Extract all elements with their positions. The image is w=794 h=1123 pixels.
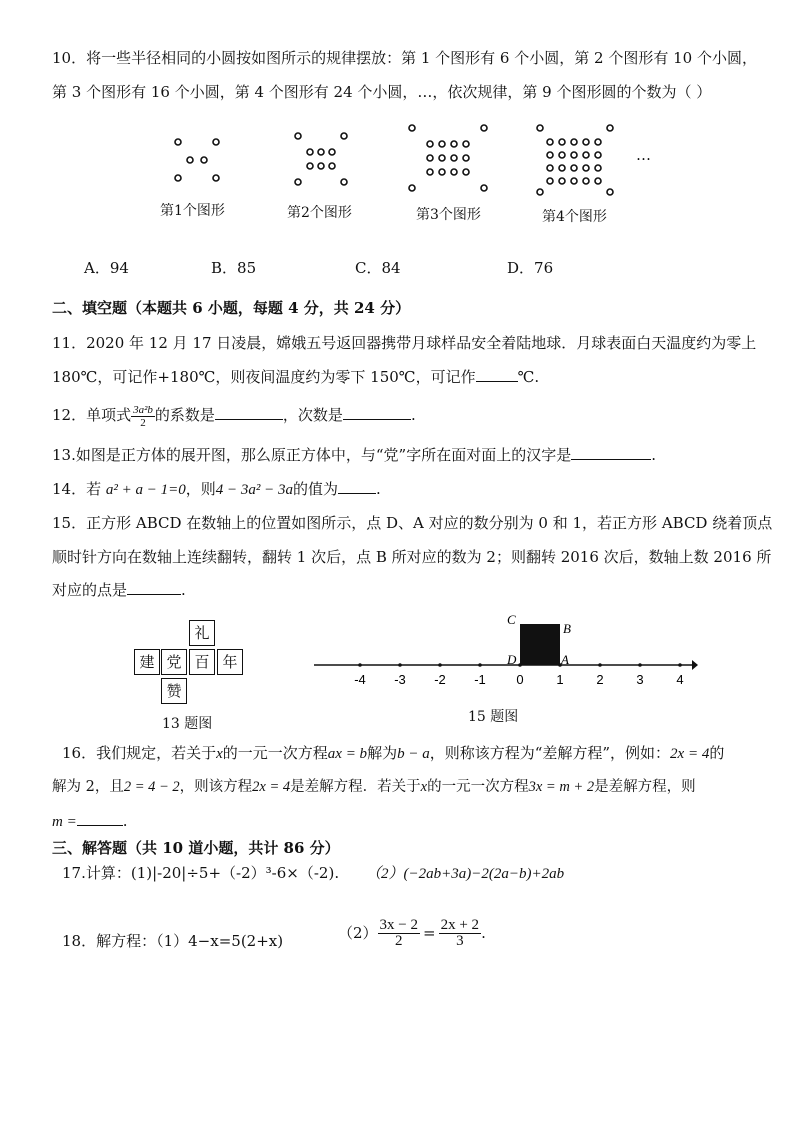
q16-m: m = — [52, 814, 77, 830]
net-cell-nian: 年 — [217, 649, 243, 675]
tick-label: -4 — [354, 672, 366, 687]
q18-lhs-den: 2 — [395, 933, 403, 949]
q18-rhs-den: 3 — [456, 933, 464, 949]
q18-part2 — [338, 918, 486, 949]
q16-end: . — [122, 812, 128, 830]
q16-l1c: 解为 — [367, 744, 398, 762]
option-b: B．85 — [211, 259, 257, 277]
number-line-arrow — [692, 660, 698, 670]
q18-equals: = — [423, 924, 436, 942]
q16-l1b: 的一元一次方程 — [222, 744, 328, 762]
figure-label-4: 第4个图形 — [542, 209, 607, 225]
q16-eq2: b − a — [397, 746, 430, 762]
q14-post: 的值为 — [293, 480, 339, 498]
q16-l1a: 16．我们规定，若关于 — [62, 744, 217, 762]
q14-expr2: 4 − 3a² − 3a — [215, 482, 294, 498]
q16-eq5: 2x = 4 — [252, 779, 291, 795]
tick-mark — [438, 663, 442, 667]
q10-line1: 10．将一些半径相同的小圆按如图所示的规律摆放：第 1 个图形有 6 个小圆，第 2 个图形有 10 个小圆， — [52, 49, 757, 67]
tick-label: -2 — [434, 672, 446, 687]
figure-label-3: 第3个图形 — [416, 207, 481, 223]
tick-mark — [478, 663, 482, 667]
q12-fraction — [131, 404, 155, 429]
figure-ellipsis: … — [636, 146, 651, 164]
q18-part2-label: （2） — [338, 924, 378, 942]
tick-mark — [518, 663, 522, 667]
q12-line — [52, 398, 416, 432]
q18-part1: 18．解方程：（1）4−x=5(2+x) — [62, 932, 284, 950]
q16-line1 — [62, 743, 724, 764]
q14-expr1: a² + a − 1=0 — [105, 482, 186, 498]
q16-line3 — [52, 811, 128, 832]
q12-end: . — [410, 406, 416, 424]
q17-part2: （2）(−2ab+3a)−2(2a−b)+2ab — [366, 866, 565, 882]
q12-blank-1 — [215, 405, 283, 420]
net-cell-li: 礼 — [189, 620, 215, 646]
tick-label: 2 — [596, 672, 604, 687]
q12-pre: 12．单项式 — [52, 406, 132, 424]
q12-mid: 的系数是 — [154, 406, 215, 424]
section3-title: 三、解答题（共 10 道小题，共计 86 分） — [52, 839, 340, 857]
tick-mark — [598, 663, 602, 667]
q15-end: . — [181, 581, 186, 599]
q13-pre: 13.如图是正方体的展开图，那么原正方体中，与“党”字所在面对面上的汉字是 — [52, 446, 572, 464]
tick-label: 0 — [516, 672, 524, 687]
q15-line1: 15．正方形 ABCD 在数轴上的位置如图所示，点 D、A 对应的数分别为 0 和 1，若正方形 ABCD 绕着顶点 — [52, 514, 773, 532]
net-cell-jian: 建 — [134, 649, 160, 675]
q16-blank — [77, 811, 123, 826]
q10-line2: 第 3 个图形有 16 个小圆，第 4 个图形有 24 个小圆，…，依次规律，第 9 个图形圆的个数为（ ） — [52, 83, 712, 101]
tick-label: 1 — [556, 672, 564, 687]
q11-line2-text: 180℃，可记作+180℃，则夜间温度约为零下 150℃，可记作 — [52, 368, 476, 386]
tick-label: -1 — [474, 672, 486, 687]
number-line — [300, 606, 700, 696]
tick-label: 4 — [676, 672, 684, 687]
point-label-d: D — [507, 652, 517, 667]
q16-eq3: 2x = 4 — [670, 746, 710, 762]
q11-unit: ℃. — [517, 368, 540, 386]
q18-rhs-fraction — [439, 918, 481, 949]
net-cell-bai: 百 — [189, 649, 215, 675]
point-label-a: A — [561, 652, 569, 667]
q14-mid: ，则 — [185, 480, 216, 498]
q12-blank-2 — [343, 405, 411, 420]
option-a: A．94 — [84, 259, 129, 277]
net-cell-dang: 党 — [161, 649, 187, 675]
point-label-c: C — [507, 612, 516, 627]
q14-line — [52, 479, 381, 500]
q13-figure-caption: 13 题图 — [162, 716, 213, 732]
option-d: D．76 — [507, 259, 554, 277]
q15-line3-text: 对应的点是 — [52, 581, 128, 599]
q17-part1: 17.计算：(1)|-20|÷5+（-2）³-6×（-2). — [62, 864, 340, 882]
q16-x-1: x — [216, 746, 223, 762]
q15-blank — [127, 580, 181, 595]
tick-mark — [358, 663, 362, 667]
net-cell-zan: 赞 — [161, 678, 187, 704]
q15-line2: 顺时针方向在数轴上连续翻转，翻转 1 次后，点 B 所对应的数为 2；则翻转 2016 次后，数轴上数 2016 所 — [52, 548, 772, 566]
q13-end: . — [651, 446, 656, 464]
q16-line2 — [52, 777, 696, 797]
q15-line3 — [52, 580, 186, 600]
q16-l2c: 是差解方程．若关于 — [290, 779, 421, 795]
point-label-b: B — [563, 621, 571, 636]
q13-blank — [571, 445, 651, 460]
section2-title: 二、填空题（本题共 6 小题，每题 4 分，共 24 分） — [52, 299, 411, 317]
q14-blank — [338, 479, 376, 494]
tick-mark — [638, 663, 642, 667]
q14-end: . — [376, 480, 381, 498]
square-abcd — [520, 624, 560, 665]
q11-blank — [476, 367, 518, 382]
q18-rhs-num: 2x + 2 — [440, 917, 480, 933]
q16-eq1: ax = b — [327, 746, 368, 762]
q14-pre: 14．若 — [52, 480, 102, 498]
figure-label-1: 第1个图形 — [160, 203, 225, 219]
cube-net — [134, 620, 248, 706]
q11-line2 — [52, 367, 539, 387]
q16-l2e: 是差解方程，则 — [594, 779, 696, 795]
q15-figure-caption: 15 题图 — [468, 709, 519, 725]
q16-eq6: 3x = m + 2 — [528, 779, 595, 795]
tick-label: 3 — [636, 672, 644, 687]
q12-mid2: ，次数是 — [282, 406, 343, 424]
tick-mark — [398, 663, 402, 667]
q18-lhs-fraction — [378, 918, 420, 949]
q16-l2b: ，则该方程 — [179, 779, 253, 795]
q16-eq4: 2 = 4 − 2 — [123, 779, 180, 795]
q16-l2a: 解为 2，且 — [52, 779, 124, 795]
tick-mark — [678, 663, 682, 667]
option-c: C．84 — [355, 259, 401, 277]
q13-line — [52, 445, 656, 465]
tick-label: -3 — [394, 672, 406, 687]
q16-l1d: ，则称该方程为“差解方程”，例如： — [429, 744, 671, 762]
q18-lhs-num: 3x − 2 — [379, 917, 419, 933]
q16-x-2: x — [420, 779, 428, 795]
figure-label-2: 第2个图形 — [287, 205, 352, 221]
q11-line1: 11．2020 年 12 月 17 日凌晨，嫦娥五号返回器携带月球样品安全着陆地球．月球表面白天温度约为零上 — [52, 334, 757, 352]
q18-end: . — [481, 924, 486, 942]
q12-frac-num: 3a²b — [133, 403, 153, 416]
q16-l1e: 的 — [709, 744, 725, 762]
q16-l2d: 的一元一次方程 — [427, 779, 529, 795]
q12-frac-den: 2 — [140, 416, 146, 429]
